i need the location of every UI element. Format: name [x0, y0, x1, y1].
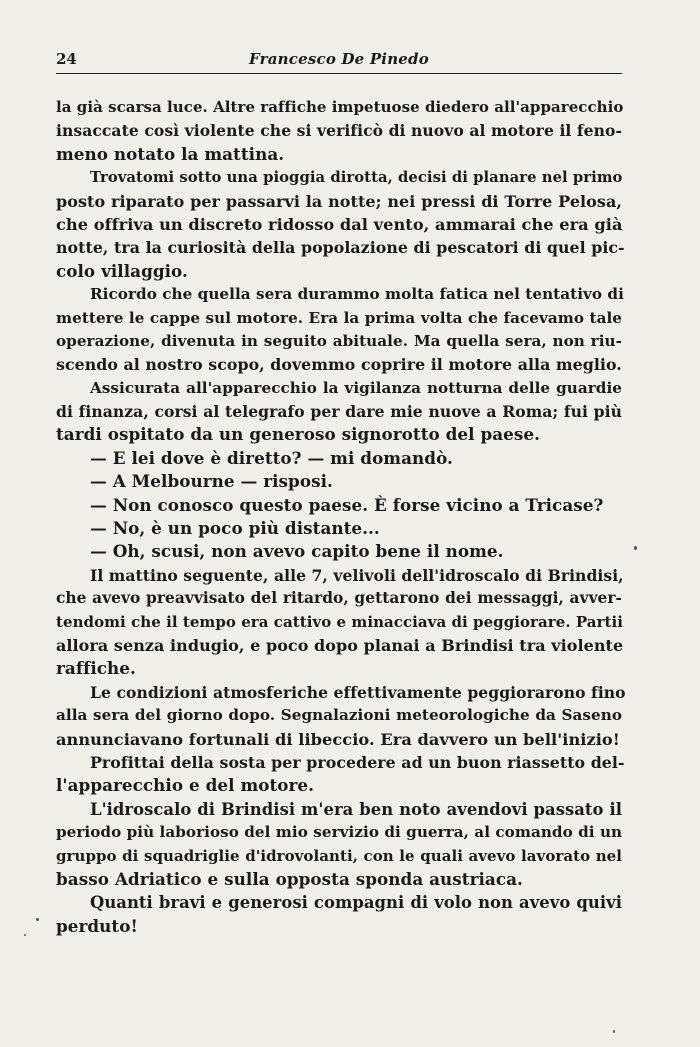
text-line: che offriva un discreto ridosso dal vento, ammarai che era già	[56, 214, 623, 234]
text-line: Il mattino seguente, alle 7, velivoli dell'idroscalo di Brindisi,	[90, 565, 624, 585]
text-line: insaccate così violente che si verificò di nuovo al motore il feno-	[56, 121, 622, 141]
page-number: 24	[56, 50, 77, 68]
text-line: perduto!	[56, 915, 138, 936]
text-line: meno notato la mattina.	[56, 143, 285, 164]
text-line: Ricordo che quella sera durammo molta fatica nel tentativo di	[90, 285, 624, 304]
text-line: l'apparecchio e del motore.	[56, 775, 315, 796]
text-line: tendomi che il tempo era cattivo e minacciava di peggiorare. Partii	[56, 612, 623, 631]
text-line: operazione, divenuta in seguito abituale. Ma quella sera, non riu-	[56, 331, 622, 350]
text-line: notte, tra la curiosità della popolazione di pescatori di quel pic-	[56, 238, 625, 258]
text-line: gruppo di squadriglie d'idrovolanti, con le quali avevo lavorato nel	[56, 846, 622, 865]
print-speck	[634, 546, 637, 550]
print-speck	[36, 918, 39, 921]
text-line: Quanti bravi e generosi compagni di volo non avevo quivi	[90, 893, 622, 913]
text-line: basso Adriatico e sulla opposta sponda austriaca.	[56, 868, 523, 889]
text-line: che avevo preavvisato del ritardo, gettarono dei messaggi, avver-	[56, 589, 622, 608]
text-line: annunciavano fortunali di libeccio. Era davvero un bell'inizio!	[56, 729, 620, 749]
text-line: — A Melbourne — risposi.	[90, 471, 333, 492]
running-title: Francesco De Pinedo	[249, 50, 429, 68]
text-line: — E lei dove è diretto? — mi domandò.	[90, 447, 453, 468]
text-line: colo villaggio.	[56, 260, 188, 281]
text-line: — Non conosco questo paese. È forse vicino a Tricase?	[90, 494, 604, 515]
text-line: Assicurata all'apparecchio la vigilanza notturna delle guardie	[90, 378, 622, 397]
text-line: mettere le cappe sul motore. Era la prima volta che facevamo tale	[56, 308, 622, 327]
text-line: posto riparato per passarvi la notte; nei pressi di Torre Pelosa,	[56, 191, 622, 211]
text-line: alla sera del giorno dopo. Segnalazioni meteorologiche da Saseno	[56, 706, 622, 725]
text-line: tardi ospitato da un generoso signorotto del paese.	[56, 424, 541, 445]
text-line: — No, è un poco più distante...	[90, 518, 380, 539]
text-line: allora senza indugio, e poco dopo planai a Brindisi tra violente	[56, 635, 624, 655]
text-line: scendo al nostro scopo, dovemmo coprire il motore alla meglio.	[56, 355, 622, 375]
text-line: periodo più laborioso del mio servizio di guerra, al comando di un	[56, 823, 623, 842]
text-line: di finanza, corsi al telegrafo per dare mie nuove a Roma; fui più	[56, 402, 622, 422]
header-rule	[56, 73, 622, 74]
text-line: la già scarsa luce. Altre raffiche impetuose diedero all'apparecchio	[56, 98, 624, 116]
text-line: raffiche.	[56, 658, 136, 679]
body-text	[56, 96, 626, 938]
text-line: L'idroscalo di Brindisi m'era ben noto avendovi passato il	[90, 799, 622, 819]
page-header	[56, 46, 622, 76]
text-line: — Oh, scusi, non avevo capito bene il nome.	[90, 541, 504, 562]
print-speck	[613, 1030, 615, 1033]
print-speck	[24, 934, 26, 936]
text-line: Trovatomi sotto una pioggia dirotta, decisi di planare nel primo	[90, 169, 623, 187]
text-line: Profittai della sosta per procedere ad un buon riassetto del-	[90, 752, 625, 772]
text-line: Le condizioni atmosferiche effettivamente peggiorarono fino	[90, 682, 626, 702]
